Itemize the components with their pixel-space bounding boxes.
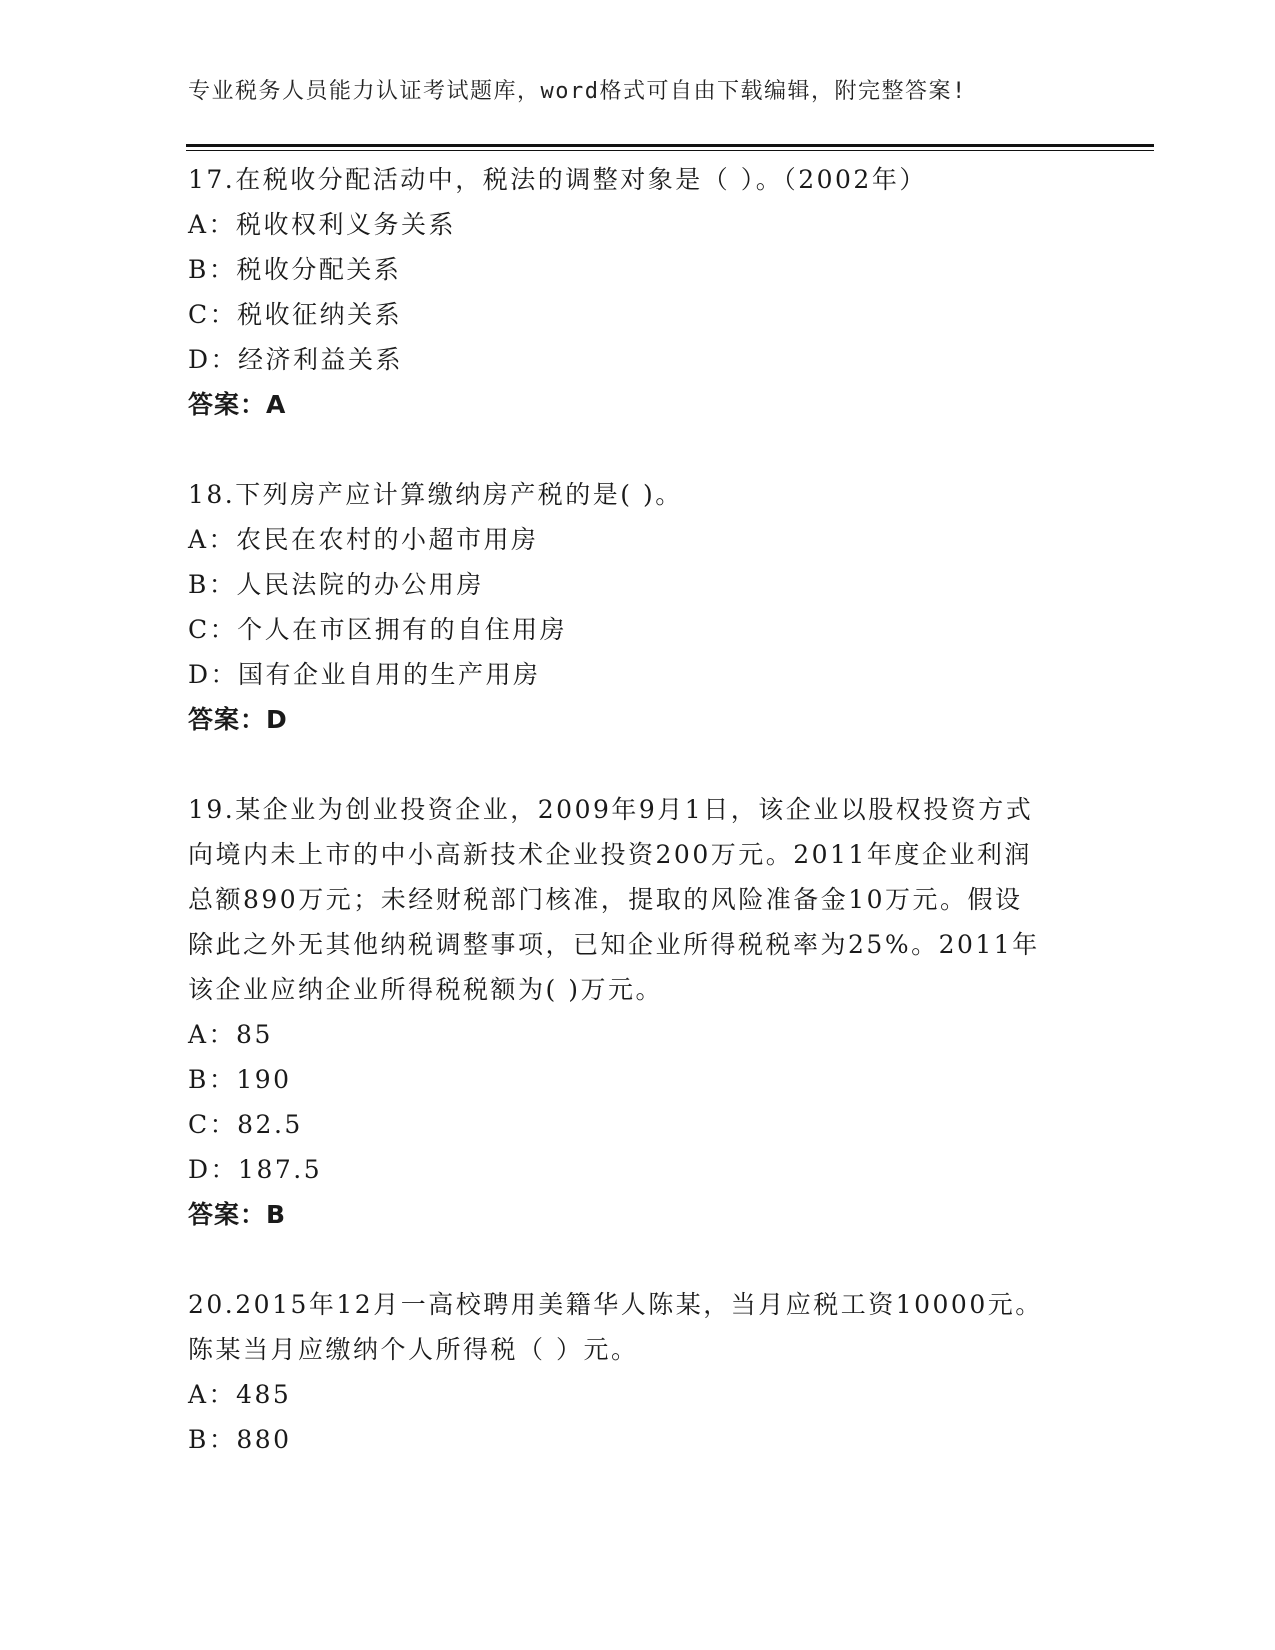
option-d: D：187.5 xyxy=(188,1155,323,1184)
question-spacer xyxy=(188,427,1088,472)
option-b: B：人民法院的办公用房 xyxy=(188,570,484,599)
question-spacer xyxy=(188,1237,1088,1282)
question-list xyxy=(188,157,1088,1462)
question-spacer xyxy=(188,742,1088,787)
question-19 xyxy=(188,787,1088,1237)
option-d: D：经济利益关系 xyxy=(188,345,404,374)
option-a: A：485 xyxy=(188,1380,292,1409)
option-a: A：农民在农村的小超市用房 xyxy=(188,525,539,554)
question-stem: 17.在税收分配活动中，税法的调整对象是（ ）。（2002年） xyxy=(188,165,927,194)
question-stem: 18.下列房产应计算缴纳房产税的是( )。 xyxy=(188,480,683,509)
question-stem-line: 该企业应纳企业所得税税额为( )万元。 xyxy=(188,975,663,1004)
question-17 xyxy=(188,157,1088,427)
answer-line: 答案：B xyxy=(188,1200,287,1229)
header-divider-thin xyxy=(186,150,1154,151)
question-stem-line: 除此之外无其他纳税调整事项，已知企业所得税税率为25%。2011年 xyxy=(188,930,1040,959)
question-stem-line: 向境内未上市的中小高新技术企业投资200万元。2011年度企业利润 xyxy=(188,840,1032,869)
question-stem-line: 19.某企业为创业投资企业，2009年9月1日，该企业以股权投资方式 xyxy=(188,795,1034,824)
question-18 xyxy=(188,472,1088,742)
option-c: C：税收征纳关系 xyxy=(188,300,403,329)
option-b: B：税收分配关系 xyxy=(188,255,402,284)
option-b: B：880 xyxy=(188,1425,292,1454)
question-stem-line: 陈某当月应缴纳个人所得税（ ）元。 xyxy=(188,1335,639,1364)
header-divider-thick xyxy=(186,144,1154,147)
option-c: C：个人在市区拥有的自住用房 xyxy=(188,615,568,644)
option-c: C：82.5 xyxy=(188,1110,303,1139)
option-b: B：190 xyxy=(188,1065,292,1094)
answer-line: 答案：D xyxy=(188,705,288,734)
answer-line: 答案：A xyxy=(188,390,287,419)
question-stem-line: 20.2015年12月一高校聘用美籍华人陈某，当月应税工资10000元。 xyxy=(188,1290,1043,1319)
question-20 xyxy=(188,1282,1088,1462)
question-stem-line: 总额890万元；未经财税部门核准，提取的风险准备金10万元。假设 xyxy=(188,885,1023,914)
option-a: A：税收权利义务关系 xyxy=(188,210,457,239)
page-header: 专业税务人员能力认证考试题库，word格式可自由下载编辑，附完整答案! xyxy=(188,79,967,104)
option-d: D：国有企业自用的生产用房 xyxy=(188,660,541,689)
option-a: A：85 xyxy=(188,1020,273,1049)
